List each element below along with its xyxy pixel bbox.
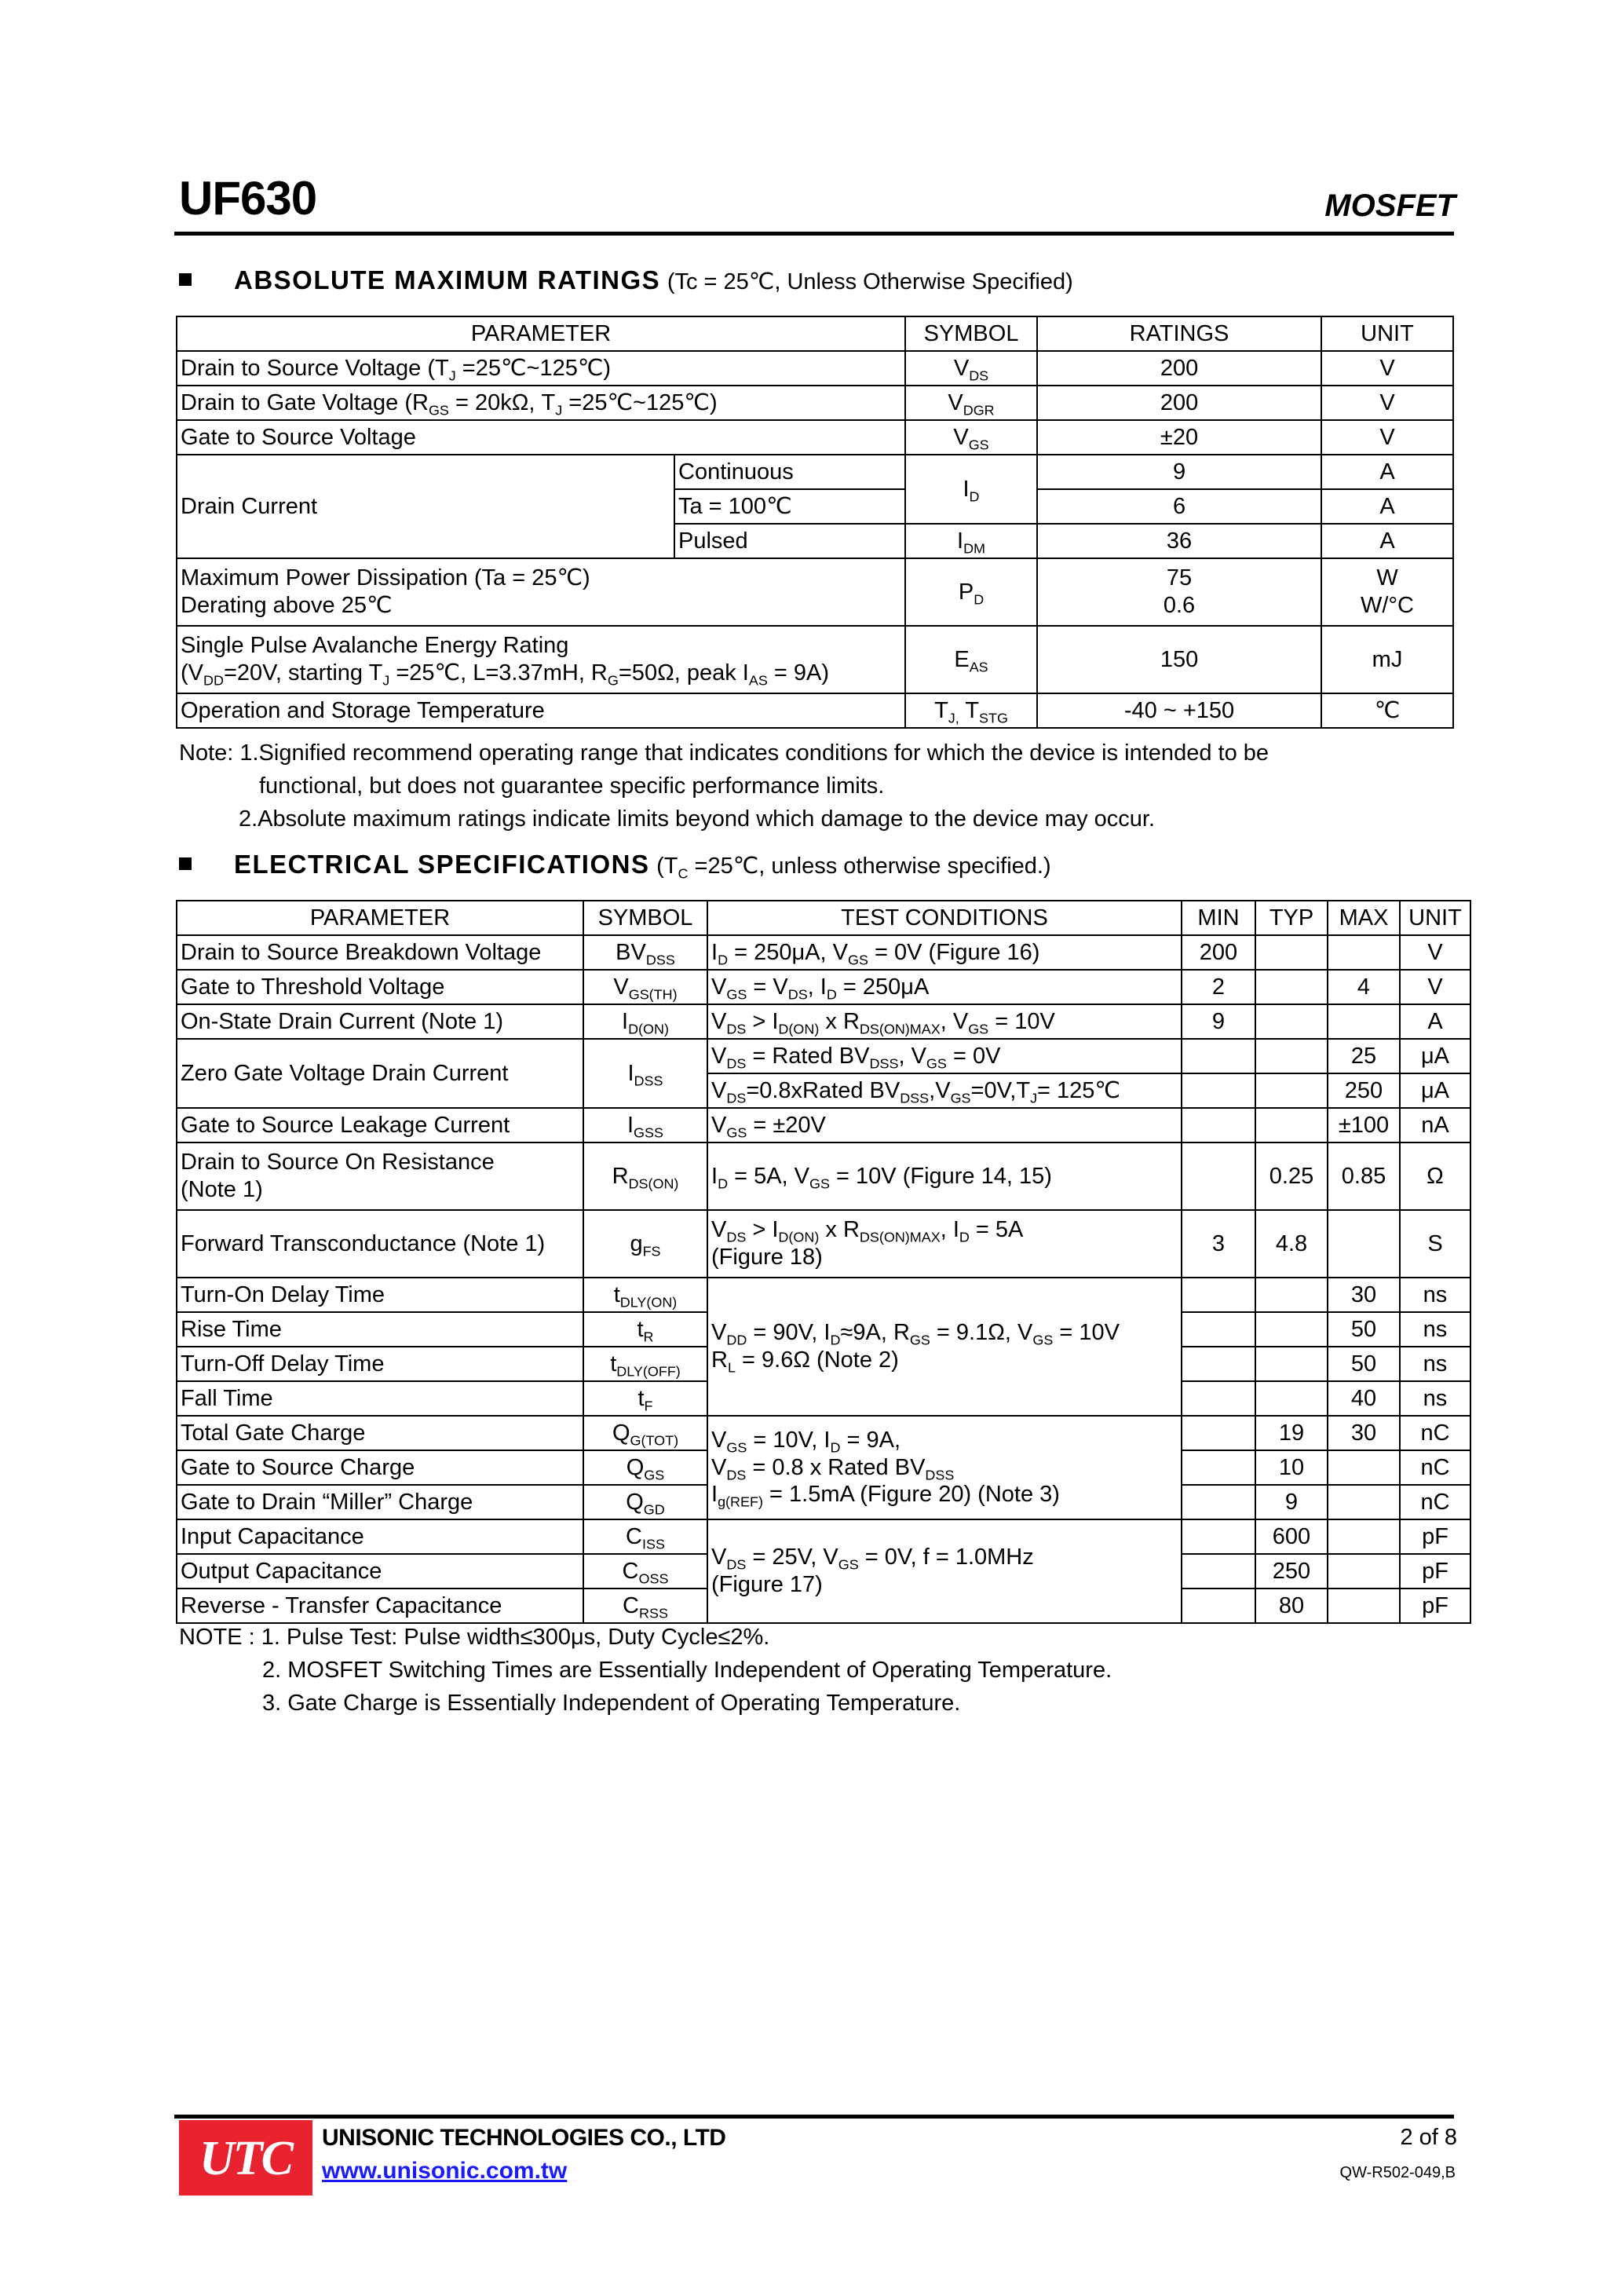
col-parameter: PARAMETER (177, 316, 905, 351)
table-row (177, 626, 1453, 693)
param-line: Single Pulse Avalanche Energy Rating (181, 633, 569, 659)
min-cell (1182, 1519, 1255, 1554)
max-cell (1328, 1004, 1400, 1039)
typ-cell: 19 (1255, 1416, 1328, 1450)
unit-cell: mJ (1321, 626, 1453, 693)
unit-cell: Ω (1400, 1143, 1470, 1210)
param-cell: Forward Transconductance (Note 1) (177, 1210, 583, 1278)
company-name: UNISONIC TECHNOLOGIES CO., LTD (322, 2125, 726, 2151)
unit-cell: ns (1400, 1312, 1470, 1347)
cond-line: $V_{DS} = 25V$, $V_{GS} = 0V$, f = 1.0MHz (711, 1545, 1034, 1573)
param-cell: Turn-Off Delay Time (177, 1347, 583, 1381)
table-row (177, 1416, 1470, 1450)
unit-cell: V (1321, 420, 1453, 455)
table-row (177, 1143, 1470, 1210)
cond-line: $I_{g(REF)} = 1.5mA$ (Figure 20) (Note 3) (711, 1482, 1060, 1510)
unit-cell: V (1321, 386, 1453, 420)
col-ratings: RATINGS (1037, 316, 1321, 351)
cond-line: $V_{GS} = 10V$, $I_D = 9A$, (711, 1427, 901, 1456)
typ-cell: 250 (1255, 1554, 1328, 1589)
param-line: Drain to Source On Resistance (181, 1150, 495, 1175)
col-symbol: SYMBOL (583, 901, 707, 935)
unit-cell: V (1321, 351, 1453, 386)
min-cell (1182, 1039, 1255, 1073)
param-cell (177, 558, 905, 626)
min-cell (1182, 1589, 1255, 1623)
param-line: ($V_{DD}=20V$, starting $T_J$ =25℃, L=3.37mH, $R_G=50\Omega$, peak $I_{AS} = 9A$) (181, 660, 830, 689)
cond-line: $V_{DS} = 0.8$ x Rated $BV_{DSS}$ (711, 1454, 955, 1483)
param-cell: Zero Gate Voltage Drain Current (177, 1039, 583, 1108)
min-cell (1182, 1143, 1255, 1210)
param-cell: Drain to Gate Voltage ($R_{GS} = 20k\Omega$, $T_J$ =25℃~125℃) (177, 386, 905, 420)
rating-cell: 9 (1037, 455, 1321, 489)
param-cell: Gate to Source Voltage (177, 420, 905, 455)
rating-cell: 150 (1037, 626, 1321, 693)
symbol-cell: $g_{FS}$ (583, 1210, 707, 1278)
rating-line: 0.6 (1163, 593, 1196, 618)
symbol-cell: $BV_{DSS}$ (583, 935, 707, 970)
unit-cell: μA (1400, 1073, 1470, 1108)
rating-cell (1037, 558, 1321, 626)
max-cell: 0.85 (1328, 1143, 1400, 1210)
subparam-cell: Ta = 100℃ (674, 489, 905, 524)
max-cell (1328, 935, 1400, 970)
elec-note-3: 3. Gate Charge is Essentially Independent of Operating Temperature. (262, 1691, 961, 1716)
elec-condition: ($T_C$ =25℃, unless otherwise specified.) (656, 854, 1051, 882)
param-cell: Drain to Source Voltage ($T_J$ =25℃~125℃) (177, 351, 905, 386)
subparam-cell: Pulsed (674, 524, 905, 558)
min-cell: 2 (1182, 970, 1255, 1004)
max-cell: 40 (1328, 1381, 1400, 1416)
typ-cell (1255, 970, 1328, 1004)
col-max: MAX (1328, 901, 1400, 935)
table-row (177, 1039, 1470, 1073)
max-cell: 250 (1328, 1073, 1400, 1108)
min-cell: 200 (1182, 935, 1255, 970)
cond-cell (707, 1519, 1182, 1623)
min-cell (1182, 1073, 1255, 1108)
table-row (177, 1278, 1470, 1312)
cond-cell: $I_D = 5A$, $V_{GS} = 10V$ (Figure 14, 15) (707, 1143, 1182, 1210)
typ-cell: 4.8 (1255, 1210, 1328, 1278)
table-row (177, 1108, 1470, 1143)
param-line: Maximum Power Dissipation (Ta = 25℃) (181, 565, 590, 591)
unit-cell: pF (1400, 1519, 1470, 1554)
max-cell (1328, 1450, 1400, 1485)
param-cell: On-State Drain Current (Note 1) (177, 1004, 583, 1039)
col-unit: UNIT (1400, 901, 1470, 935)
unit-cell: S (1400, 1210, 1470, 1278)
param-cell: Gate to Source Leakage Current (177, 1108, 583, 1143)
unit-cell: V (1400, 970, 1470, 1004)
unit-line: W/°C (1361, 593, 1414, 618)
min-cell (1182, 1312, 1255, 1347)
cond-cell (707, 1278, 1182, 1416)
typ-cell: 10 (1255, 1450, 1328, 1485)
rating-line: 75 (1166, 565, 1193, 591)
header-rule (174, 232, 1454, 236)
symbol-cell: $I_{DSS}$ (583, 1039, 707, 1108)
website-link[interactable]: www.unisonic.com.tw (322, 2158, 568, 2184)
col-test-conditions: TEST CONDITIONS (707, 901, 1182, 935)
cond-line: (Figure 17) (711, 1572, 823, 1597)
cond-cell: $I_D = 250\mu A$, $V_{GS} = 0V$ (Figure 16) (707, 935, 1182, 970)
unit-cell: A (1321, 524, 1453, 558)
cond-cell (707, 1416, 1182, 1519)
cond-line: $R_L = 9.6\Omega$ (Note 2) (711, 1347, 899, 1376)
col-parameter: PARAMETER (177, 901, 583, 935)
unit-line: W (1376, 565, 1398, 591)
unit-cell: nA (1400, 1108, 1470, 1143)
max-cell (1328, 1519, 1400, 1554)
max-cell (1328, 1210, 1400, 1278)
param-cell: Drain to Source Breakdown Voltage (177, 935, 583, 970)
part-number: UF630 (179, 172, 317, 225)
table-row (177, 558, 1453, 626)
rating-cell: 6 (1037, 489, 1321, 524)
cond-cell (707, 1210, 1182, 1278)
param-line: (Note 1) (181, 1177, 263, 1202)
unit-cell: A (1321, 455, 1453, 489)
cond-cell: $V_{GS} = V_{DS}$, $I_D = 250\mu A$ (707, 970, 1182, 1004)
table-row (177, 386, 1453, 420)
symbol-cell: $t_F$ (583, 1381, 707, 1416)
document-number: QW-R502-049,B (1339, 2164, 1456, 2181)
symbol-cell: $C_{ISS}$ (583, 1519, 707, 1554)
utc-logo (179, 2120, 312, 2195)
symbol-cell: $V_{GS(TH)}$ (583, 970, 707, 1004)
bullet-icon (179, 857, 192, 870)
table-row (177, 1519, 1470, 1554)
param-cell: Gate to Drain “Miller” Charge (177, 1485, 583, 1519)
elec-table (176, 900, 1471, 1624)
min-cell (1182, 1381, 1255, 1416)
max-cell: 4 (1328, 970, 1400, 1004)
unit-cell: A (1321, 489, 1453, 524)
cond-cell: $V_{DS}$ = Rated $BV_{DSS}$, $V_{GS} = 0V$ (707, 1039, 1182, 1073)
param-cell: Output Capacitance (177, 1554, 583, 1589)
abs-max-title: ABSOLUTE MAXIMUM RATINGS (234, 265, 661, 294)
param-line: Derating above 25℃ (181, 593, 393, 618)
symbol-cell: $t_R$ (583, 1312, 707, 1347)
table-header-row (177, 316, 1453, 351)
min-cell (1182, 1416, 1255, 1450)
abs-max-note-1-cont: functional, but does not guarantee specific performance limits. (259, 773, 885, 799)
table-row (177, 351, 1453, 386)
unit-cell: ns (1400, 1347, 1470, 1381)
typ-cell (1255, 1347, 1328, 1381)
abs-max-condition: (Tc = 25℃, Unless Otherwise Specified) (667, 269, 1073, 294)
typ-cell (1255, 1108, 1328, 1143)
abs-max-heading (179, 265, 1073, 295)
unit-cell: ns (1400, 1278, 1470, 1312)
symbol-cell: $Q_{G(TOT)}$ (583, 1416, 707, 1450)
symbol-cell: $I_{D(ON)}$ (583, 1004, 707, 1039)
typ-cell (1255, 1278, 1328, 1312)
unit-cell: ns (1400, 1381, 1470, 1416)
max-cell (1328, 1485, 1400, 1519)
unit-cell: pF (1400, 1589, 1470, 1623)
min-cell (1182, 1347, 1255, 1381)
unit-cell: ℃ (1321, 693, 1453, 728)
rating-cell: 200 (1037, 351, 1321, 386)
symbol-cell: $P_D$ (905, 558, 1037, 626)
cond-line: $V_{DD} = 90V$, $I_D\approx 9A$, $R_{GS} = 9.1\Omega$, $V_{GS} = 10V$ (711, 1320, 1120, 1348)
abs-max-note-2: 2.Absolute maximum ratings indicate limits beyond which damage to the device may occur. (239, 806, 1156, 832)
max-cell: 50 (1328, 1347, 1400, 1381)
typ-cell: 600 (1255, 1519, 1328, 1554)
param-cell: Total Gate Charge (177, 1416, 583, 1450)
rating-cell: 200 (1037, 386, 1321, 420)
min-cell: 9 (1182, 1004, 1255, 1039)
subparam-cell: Continuous (674, 455, 905, 489)
unit-cell: nC (1400, 1450, 1470, 1485)
typ-cell (1255, 935, 1328, 970)
table-row (177, 1210, 1470, 1278)
table-row (177, 455, 1453, 489)
param-cell (177, 1143, 583, 1210)
typ-cell (1255, 1004, 1328, 1039)
elec-title: ELECTRICAL SPECIFICATIONS (234, 850, 650, 879)
min-cell (1182, 1485, 1255, 1519)
symbol-cell: $t_{DLY(OFF)}$ (583, 1347, 707, 1381)
param-cell: Fall Time (177, 1381, 583, 1416)
symbol-cell: $V_{DGR}$ (905, 386, 1037, 420)
min-cell (1182, 1278, 1255, 1312)
typ-cell: 9 (1255, 1485, 1328, 1519)
symbol-cell: $I_{DM}$ (905, 524, 1037, 558)
symbol-cell: $I_D$ (905, 455, 1037, 524)
symbol-cell: $C_{RSS}$ (583, 1589, 707, 1623)
unit-cell: pF (1400, 1554, 1470, 1589)
param-cell: Turn-On Delay Time (177, 1278, 583, 1312)
symbol-cell: $I_{GSS}$ (583, 1108, 707, 1143)
table-row (177, 693, 1453, 728)
min-cell (1182, 1108, 1255, 1143)
col-symbol: SYMBOL (905, 316, 1037, 351)
unit-cell: nC (1400, 1485, 1470, 1519)
col-min: MIN (1182, 901, 1255, 935)
typ-cell (1255, 1073, 1328, 1108)
unit-cell: A (1400, 1004, 1470, 1039)
footer-rule (174, 2115, 1454, 2119)
symbol-cell: $C_{OSS}$ (583, 1554, 707, 1589)
symbol-cell: $E_{AS}$ (905, 626, 1037, 693)
param-cell: Gate to Source Charge (177, 1450, 583, 1485)
symbol-cell: $V_{GS}$ (905, 420, 1037, 455)
param-cell: Gate to Threshold Voltage (177, 970, 583, 1004)
elec-note-2: 2. MOSFET Switching Times are Essentially Independent of Operating Temperature. (262, 1658, 1112, 1683)
typ-cell (1255, 1312, 1328, 1347)
symbol-cell: $V_{DS}$ (905, 351, 1037, 386)
unit-cell: μA (1400, 1039, 1470, 1073)
table-row (177, 970, 1470, 1004)
max-cell: 30 (1328, 1278, 1400, 1312)
min-cell (1182, 1554, 1255, 1589)
cond-cell: $V_{DS}=0.8xRated$ $BV_{DSS},V_{GS}=0V,T_J=$ 125℃ (707, 1073, 1182, 1108)
rating-cell: -40 ~ +150 (1037, 693, 1321, 728)
rating-cell: ±20 (1037, 420, 1321, 455)
cond-cell: $V_{GS} = \pm 20V$ (707, 1108, 1182, 1143)
elec-heading (179, 850, 1051, 882)
cond-line: $V_{DS} > I_{D(ON)}$ x $R_{DS(ON)MAX}$, $I_D = 5A$ (711, 1217, 1024, 1245)
typ-cell: 0.25 (1255, 1143, 1328, 1210)
table-row (177, 1004, 1470, 1039)
param-cell: Rise Time (177, 1312, 583, 1347)
symbol-cell: $t_{DLY(ON)}$ (583, 1278, 707, 1312)
param-cell: Drain Current (177, 455, 674, 558)
max-cell: ±100 (1328, 1108, 1400, 1143)
max-cell (1328, 1554, 1400, 1589)
table-row (177, 420, 1453, 455)
cond-line: (Figure 18) (711, 1245, 823, 1270)
table-header-row (177, 901, 1470, 935)
max-cell: 25 (1328, 1039, 1400, 1073)
table-row (177, 935, 1470, 970)
symbol-cell: $Q_{GD}$ (583, 1485, 707, 1519)
page-number: 2 of 8 (1400, 2125, 1457, 2150)
cond-cell: $V_{DS} > I_{D(ON)}$ x $R_{DS(ON)MAX}$, $V_{GS} = 10V$ (707, 1004, 1182, 1039)
param-cell (177, 626, 905, 693)
abs-max-table (176, 316, 1454, 729)
symbol-cell: $Q_{GS}$ (583, 1450, 707, 1485)
param-cell: Operation and Storage Temperature (177, 693, 905, 728)
max-cell: 50 (1328, 1312, 1400, 1347)
param-cell: Input Capacitance (177, 1519, 583, 1554)
col-typ: TYP (1255, 901, 1328, 935)
logo-text: UTC (199, 2132, 292, 2185)
typ-cell: 80 (1255, 1589, 1328, 1623)
unit-cell (1321, 558, 1453, 626)
param-cell: Reverse - Transfer Capacitance (177, 1589, 583, 1623)
min-cell: 3 (1182, 1210, 1255, 1278)
col-unit: UNIT (1321, 316, 1453, 351)
elec-note-1: NOTE : 1. Pulse Test: Pulse width≤300μs, Duty Cycle≤2%. (179, 1625, 770, 1650)
rating-cell: 36 (1037, 524, 1321, 558)
symbol-cell: $T_{J,}$ $T_{STG}$ (905, 693, 1037, 728)
device-type: MOSFET (1324, 188, 1456, 223)
unit-cell: nC (1400, 1416, 1470, 1450)
bullet-icon (179, 273, 192, 286)
typ-cell (1255, 1039, 1328, 1073)
max-cell: 30 (1328, 1416, 1400, 1450)
min-cell (1182, 1450, 1255, 1485)
symbol-cell: $R_{DS(ON)}$ (583, 1143, 707, 1210)
unit-cell: V (1400, 935, 1470, 970)
max-cell (1328, 1589, 1400, 1623)
abs-max-note-1: Note: 1.Signified recommend operating range that indicates conditions for which the device is intended to be (179, 740, 1269, 766)
typ-cell (1255, 1381, 1328, 1416)
